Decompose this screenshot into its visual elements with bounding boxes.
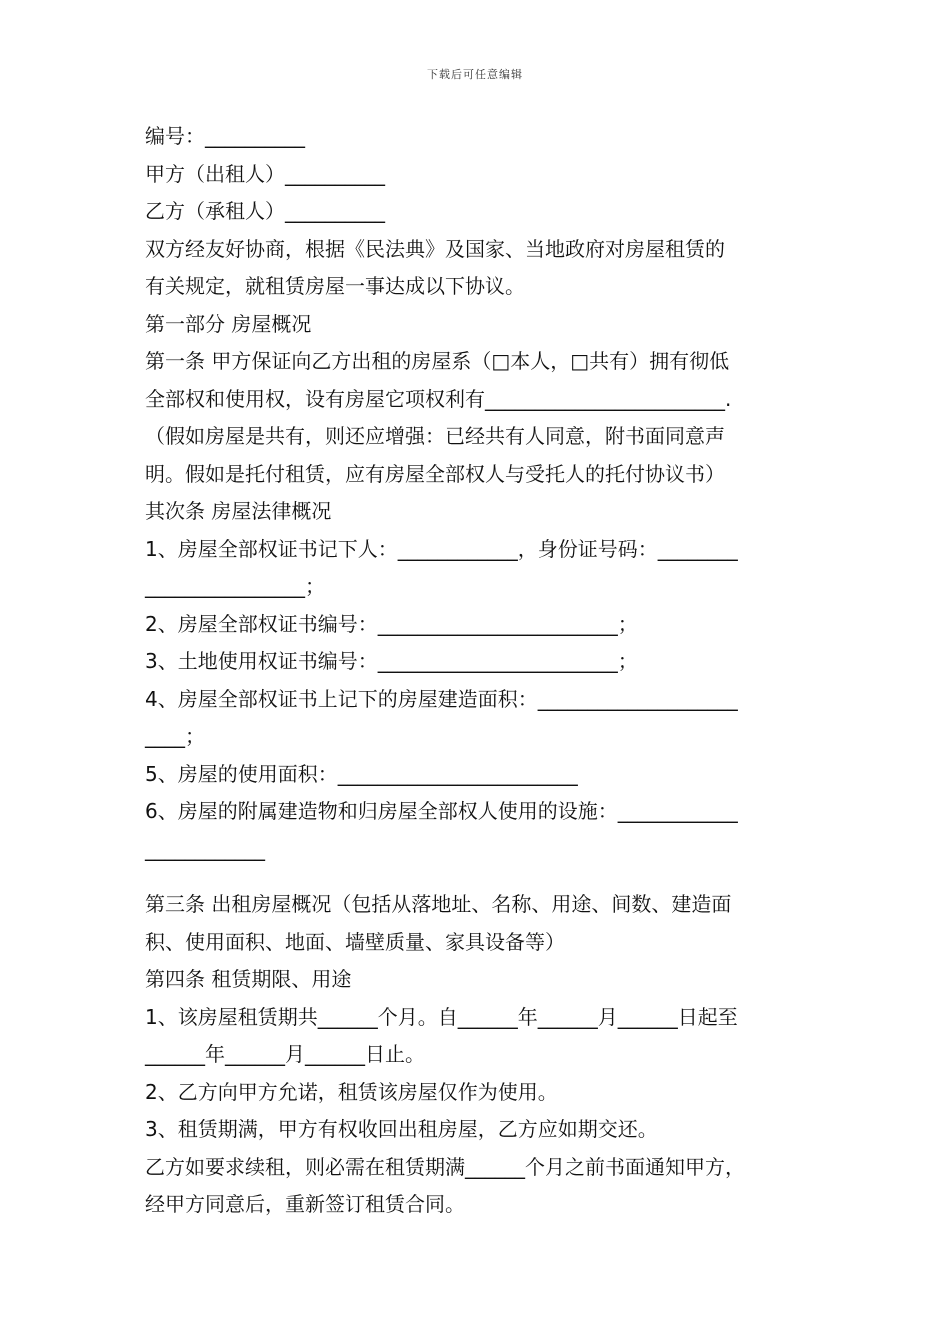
- item-land-certificate: 3、土地使用权证书编号：________________________；: [145, 649, 638, 673]
- item-building-area-line-1: 4、房屋全部权证书上记下的房屋建造面积：____________________: [145, 686, 738, 711]
- party-b-line: 乙方（承租人）__________: [145, 199, 385, 223]
- article-two-heading: 其次条 房屋法律概况: [145, 499, 332, 523]
- article-one-line-1: 第一条 甲方保证向乙方出租的房屋系（□本人，□共有）拥有彻低: [145, 349, 730, 373]
- item-owner-line-2: ________________；: [145, 574, 325, 598]
- part-one-heading: 第一部分 房屋概况: [145, 311, 312, 336]
- item-building-area-line-2: ____；: [145, 724, 205, 748]
- term-line-1: 1、该房屋租赁期共______个月。自______年______月______日起至: [145, 1004, 738, 1029]
- item-certificate-number: 2、房屋全部权证书编号：________________________；: [145, 611, 638, 636]
- item-usable-area: 5、房屋的使用面积：________________________: [145, 761, 578, 786]
- header-note: 下载后可任意编辑: [427, 68, 523, 81]
- item-owner-line-1: 1、房屋全部权证书记下人：____________，身份证号码：________: [145, 536, 738, 561]
- article-one-line-2: 全部权和使用权，设有房屋它项权利有________________________.: [145, 386, 732, 411]
- article-three-line-2: 积、使用面积、地面、墙壁质量、家具设备等）: [145, 929, 565, 954]
- use-clause: 2、乙方向甲方允诺，租赁该房屋仅作为使用。: [145, 1079, 558, 1104]
- renewal-line-1: 乙方如要求续租，则必需在租赁期满______个月之前书面通知甲方，: [145, 1154, 745, 1179]
- intro-line-2: 有关规定，就租赁房屋一事达成以下协议。: [145, 274, 525, 298]
- paragraph-gap: [145, 868, 845, 886]
- article-one-note-2: 明。假如是托付租赁，应有房屋全部权人与受托人的托付协议书）: [145, 461, 725, 486]
- term-line-2: ______年______月______日止。: [145, 1042, 425, 1066]
- expiry-clause: 3、租赁期满，甲方有权收回出租房屋，乙方应如期交还。: [145, 1117, 658, 1141]
- intro-line-1: 双方经友好协商，根据《民法典》及国家、当地政府对房屋租赁的: [145, 236, 725, 261]
- item-facilities-line-2: ____________: [145, 836, 265, 861]
- contract-body: [145, 118, 845, 1224]
- article-three-line-1: 第三条 出租房屋概况（包括从落地址、名称、用途、间数、建造面: [145, 892, 732, 916]
- article-four-heading: 第四条 租赁期限、用途: [145, 967, 352, 991]
- contract-number-line: 编号：__________: [145, 124, 305, 148]
- article-one-note-1: （假如房屋是共有，则还应增强：已经共有人同意，附书面同意声: [145, 424, 725, 448]
- party-a-line: 甲方（出租人）__________: [145, 161, 385, 186]
- renewal-line-2: 经甲方同意后，重新签订租赁合同。: [145, 1192, 465, 1216]
- item-facilities-line-1: 6、房屋的附属建造物和归房屋全部权人使用的设施：____________: [145, 799, 738, 823]
